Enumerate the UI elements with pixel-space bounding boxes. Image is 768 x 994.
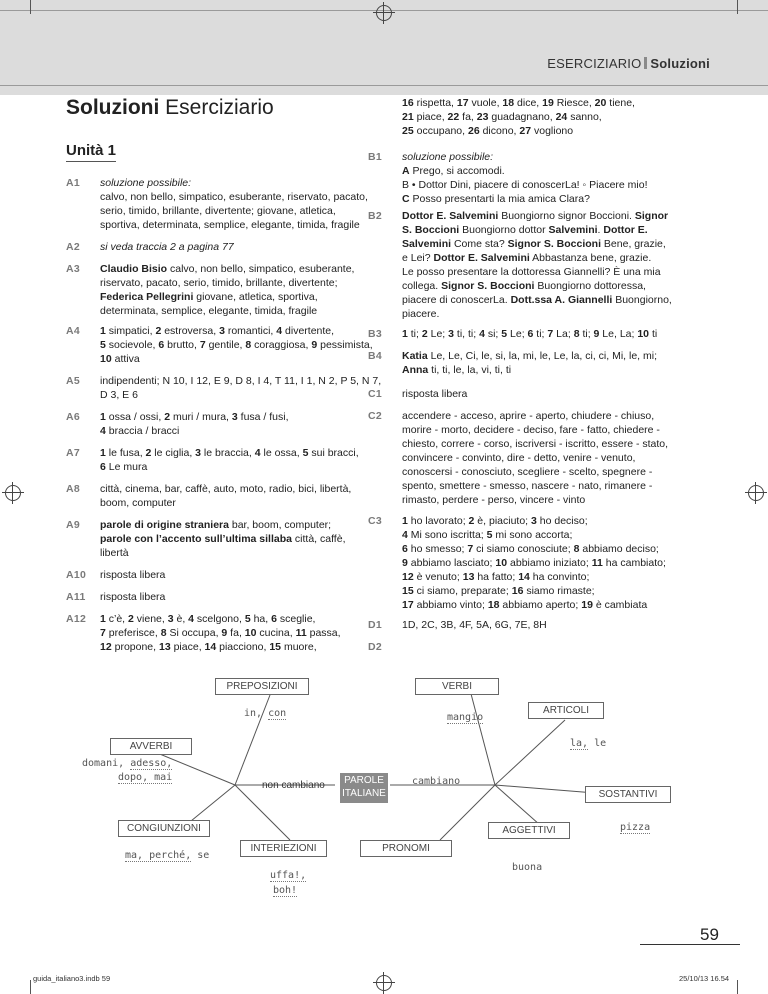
example-word: se — [197, 850, 210, 861]
example-word: le — [594, 738, 607, 749]
exercise-line: sportiva, determinata, semplice, elegante, timida, fragile — [100, 219, 360, 231]
node-avverbi: AVVERBI — [110, 738, 192, 755]
exercise-label: A3 — [66, 263, 81, 275]
example-aggettivi — [512, 862, 542, 873]
exercise-line: 4 Mi sono iscritta; 5 mi sono accorta; — [402, 529, 573, 541]
exercise-line: C Posso presentarti la mia amica Clara? — [402, 193, 590, 205]
crop-mark — [737, 980, 738, 994]
exercise-line: piacere di conoscerLa. Dott.ssa A. Giannelli Buongiorno, — [402, 294, 672, 306]
example-word: mangio — [447, 712, 484, 723]
exercise-line: spento, smettere - smesso, nascere - nato, rimanere - — [402, 480, 653, 492]
page-number: 59 — [700, 925, 719, 944]
exercise-line: morire - morto, decidere - deciso, fare - fatto, chiedere - — [402, 424, 660, 436]
exercise-line: piacere. — [402, 308, 440, 320]
exercise-label: B2 — [368, 210, 383, 222]
exercise-text — [100, 612, 341, 654]
exercise-label: A11 — [66, 591, 86, 603]
page-number-rule — [640, 944, 740, 945]
example-word: pizza — [620, 822, 651, 833]
node-sostantivi: SOSTANTIVI — [585, 786, 671, 803]
exercise-line: chiesto, correre - corso, iscriversi - iscritto, essere - stato, — [402, 438, 669, 450]
exercise-text — [402, 618, 547, 632]
exercise-text — [100, 518, 345, 560]
running-head — [547, 56, 710, 71]
exercise-line: 1 le fusa, 2 le ciglia, 3 le braccia, 4 le ossa, 5 sui bracci, — [100, 447, 359, 459]
example-word: la, — [570, 738, 589, 749]
crop-mark — [737, 0, 738, 14]
exercise-line: 10 attiva — [100, 353, 140, 365]
exercise-label: C3 — [368, 515, 383, 527]
exercise-line: rimasto, perdere - perso, vincere - vinto — [402, 494, 586, 506]
registration-mark-icon — [748, 485, 764, 501]
exercise-label: C2 — [368, 410, 383, 422]
exercise-line: collega. Signor S. Boccioni Buongiorno dottoressa, — [402, 280, 646, 292]
exercise-line: determinata, semplice, elegante, timida, fragile — [100, 305, 318, 317]
exercise-text — [402, 409, 668, 507]
exercise-line: 9 abbiamo lasciato; 10 abbiamo iniziato; 11 ha cambiato; — [402, 557, 666, 569]
exercise-line: Dottor E. Salvemini Buongiorno signor Boccioni. Signor — [402, 210, 669, 222]
exercise-line: indipendenti; N 10, I 12, E 9, D 8, I 4, T 11, I 1, N 2, P 5, N 7, — [100, 375, 382, 387]
example-articoli — [570, 738, 606, 749]
example-verbi — [447, 712, 483, 723]
node-congiunzioni: CONGIUNZIONI — [118, 820, 210, 837]
page-title — [66, 96, 274, 120]
footer-timestamp: 25/10/13 16.54 — [679, 974, 730, 983]
example-preposizioni — [244, 708, 286, 719]
series-label: ESERCIZIARIO — [547, 56, 642, 71]
exercise-line: libertà — [100, 547, 129, 559]
example-avverbi-1 — [82, 758, 172, 769]
example-word: in, — [244, 708, 263, 719]
crop-mark — [30, 980, 31, 994]
exercise-line: 4 braccia / bracci — [100, 425, 180, 437]
exercise-line: S. Boccioni Buongiorno dottor Salvemini. Dottor E. — [402, 224, 648, 236]
header-rule — [0, 85, 768, 86]
exercise-line: Le posso presentare la dottoressa Giannelli? È una mia — [402, 266, 661, 278]
node-verbi: VERBI — [415, 678, 499, 695]
exercise-text — [100, 410, 289, 438]
exercise-text — [402, 150, 648, 206]
exercise-line: calvo, non bello, simpatico, esuberante, riservato, pacato, — [100, 191, 368, 203]
exercise-line: 12 propone, 13 piace, 14 piacciono, 15 muore, — [100, 641, 317, 653]
exercise-line: 1D, 2C, 3B, 4F, 5A, 6G, 7E, 8H — [402, 619, 547, 631]
exercise-line: Federica Pellegrini giovane, atletica, sportiva, — [100, 291, 318, 303]
example-word: uffa!, — [270, 870, 307, 881]
exercise-line: e Lei? Dottor E. Salvemini Abbastanza bene, grazie. — [402, 252, 652, 264]
exercise-line: D 3, E 6 — [100, 389, 138, 401]
exercise-line: 1 ho lavorato; 2 è, piaciuto; 3 ho deciso; — [402, 515, 588, 527]
exercise-line: accendere - acceso, aprire - aperto, chiudere - chiuso, — [402, 410, 655, 422]
exercise-label: D1 — [368, 619, 383, 631]
node-aggettivi: AGGETTIVI — [488, 822, 570, 839]
exercise-line: B • Dottor Dini, piacere di conoscerLa! ◦ Piacere mio! — [402, 179, 648, 191]
center-line-2: ITALIANE — [342, 788, 386, 799]
exercise-line: 15 ci siamo, preparate; 16 siamo rimaste; — [402, 585, 595, 597]
unit-heading: Unità 1 — [66, 142, 116, 162]
branch-cambiano: cambiano — [412, 776, 461, 787]
connector-line — [495, 720, 565, 785]
example-interiezioni-1 — [270, 870, 306, 881]
exercise-label: A1 — [66, 177, 81, 189]
exercise-line: serio, timido, brillante, divertente; giovane, atletica, — [100, 205, 336, 217]
exercise-text — [100, 324, 373, 366]
center-node — [340, 774, 388, 800]
exercise-label: A8 — [66, 483, 81, 495]
connector-line — [470, 690, 495, 785]
connector-line — [235, 785, 290, 840]
node-preposizioni: PREPOSIZIONI — [215, 678, 309, 695]
exercise-line: 1 c’è, 2 viene, 3 è, 4 scelgono, 5 ha, 6 sceglie, — [100, 613, 316, 625]
exercise-text — [100, 240, 234, 254]
exercise-line: parole di origine straniera bar, boom, computer; — [100, 519, 332, 531]
exercise-line: soluzione possibile: — [402, 151, 494, 163]
example-word: buona — [512, 862, 543, 873]
connector-line — [440, 785, 495, 840]
example-sostantivi — [620, 822, 650, 833]
exercise-text — [402, 514, 666, 612]
exercise-label: A12 — [66, 613, 87, 625]
exercise-text — [100, 446, 359, 474]
exercise-text — [100, 176, 368, 232]
center-line-1: PAROLE — [344, 775, 384, 786]
node-articoli: ARTICOLI — [528, 702, 604, 719]
exercise-line: risposta libera — [100, 591, 166, 603]
exercise-line: A Prego, si accomodi. — [402, 165, 505, 177]
exercise-label: A2 — [66, 241, 81, 253]
footer-file: guida_italiano3.indb 59 — [33, 974, 111, 983]
exercise-text — [100, 262, 354, 318]
exercise-label: D2 — [368, 641, 383, 653]
exercise-line: conoscersi - conosciuto, scegliere - scelto, spegnere - — [402, 466, 653, 478]
exercise-text — [100, 374, 381, 402]
exercise-line: riservato, pacato, serio, timido, brillante, divertente; — [100, 277, 338, 289]
exercise-line: risposta libera — [100, 569, 166, 581]
exercise-line: Anna ti, ti, le, la, vi, ti, ti — [402, 364, 512, 376]
exercise-line: 12 è venuto; 13 ha fatto; 14 ha convinto; — [402, 571, 590, 583]
example-word: ma, perché, — [125, 850, 192, 861]
example-word: adesso, — [130, 758, 173, 769]
exercise-line: risposta libera — [402, 388, 468, 400]
exercise-line: parole con l’accento sull’ultima sillaba città, caffè, — [100, 533, 346, 545]
exercise-text — [100, 590, 165, 604]
exercise-line: 5 socievole, 6 brutto, 7 gentile, 8 coraggiosa, 9 pessimista, — [100, 339, 373, 351]
exercise-text — [402, 327, 657, 341]
exercise-text — [402, 349, 657, 377]
title-bold: Soluzioni — [66, 96, 160, 119]
exercise-line: si veda traccia 2 a pagina 77 — [100, 241, 234, 253]
exercise-text — [100, 568, 165, 582]
exercise-line: 6 Le mura — [100, 461, 148, 473]
exercise-line: Katia Le, Le, Ci, le, si, la, mi, le, Le, la, ci, ci, Mi, le, mi; — [402, 350, 658, 362]
exercise-line: 1 ti; 2 Le; 3 ti, ti; 4 si; 5 Le; 6 ti; 7 La; 8 ti; 9 Le, La; 10 ti — [402, 328, 658, 340]
exercise-line: convincere - convinto, dire - detto, venire - venuto, — [402, 452, 636, 464]
example-word: boh! — [273, 885, 298, 896]
example-congiunzioni — [125, 850, 209, 861]
exercise-line: boom, computer — [100, 497, 176, 509]
exercise-label: A10 — [66, 569, 87, 581]
example-word: dopo, mai — [118, 772, 173, 783]
exercise-label: A9 — [66, 519, 81, 531]
exercise-line: 25 occupano, 26 dicono, 27 vogliono — [402, 125, 574, 137]
exercise-line: soluzione possibile: — [100, 177, 192, 189]
registration-mark-icon — [5, 485, 21, 501]
exercise-line: 6 ho smesso; 7 ci siamo conosciute; 8 abbiamo deciso; — [402, 543, 659, 555]
registration-mark-icon — [376, 975, 392, 991]
exercise-text — [402, 96, 635, 138]
exercise-line: 1 ossa / ossi, 2 muri / mura, 3 fusa / fusi, — [100, 411, 289, 423]
exercise-label: C1 — [368, 388, 383, 400]
exercise-label: B4 — [368, 350, 383, 362]
branch-non-cambiano: non cambiano — [262, 780, 325, 791]
exercise-text — [100, 482, 351, 510]
example-interiezioni-2 — [273, 885, 297, 896]
exercise-line: città, cinema, bar, caffè, auto, moto, radio, bici, libertà, — [100, 483, 352, 495]
exercise-line: 7 preferisce, 8 Si occupa, 9 fa, 10 cucina, 11 passa, — [100, 627, 341, 639]
exercise-text — [402, 387, 467, 401]
exercise-label: A5 — [66, 375, 81, 387]
node-interiezioni: INTERIEZIONI — [240, 840, 327, 857]
example-avverbi-2 — [118, 772, 172, 783]
example-word: con — [268, 708, 287, 719]
title-rest: Eserciziario — [165, 96, 274, 119]
exercise-label: A7 — [66, 447, 81, 459]
section-label: Soluzioni — [650, 56, 710, 71]
node-pronomi: PRONOMI — [360, 840, 452, 857]
connector-line — [495, 785, 540, 825]
exercise-line: Salvemini Come sta? Signor S. Boccioni Bene, grazie, — [402, 238, 666, 250]
exercise-label: B1 — [368, 151, 383, 163]
exercise-label: A4 — [66, 325, 81, 337]
separator-bar — [644, 57, 647, 69]
exercise-line: 1 simpatici, 2 estroversa, 3 romantici, 4 divertente, — [100, 325, 335, 337]
exercise-label: A6 — [66, 411, 81, 423]
exercise-line: 17 abbiamo vinto; 18 abbiamo aperto; 19 è cambiata — [402, 599, 648, 611]
exercise-line: Claudio Bisio calvo, non bello, simpatico, esuberante, — [100, 263, 355, 275]
exercise-label: B3 — [368, 328, 383, 340]
exercise-line: 21 piace, 22 fa, 23 guadagnano, 24 sanno, — [402, 111, 602, 123]
registration-mark-icon — [376, 5, 392, 21]
exercise-line: 16 rispetta, 17 vuole, 18 dice, 19 Riesce, 20 tiene, — [402, 97, 635, 109]
exercise-text — [402, 209, 672, 321]
example-word: domani, — [82, 758, 125, 769]
crop-mark — [30, 0, 31, 14]
